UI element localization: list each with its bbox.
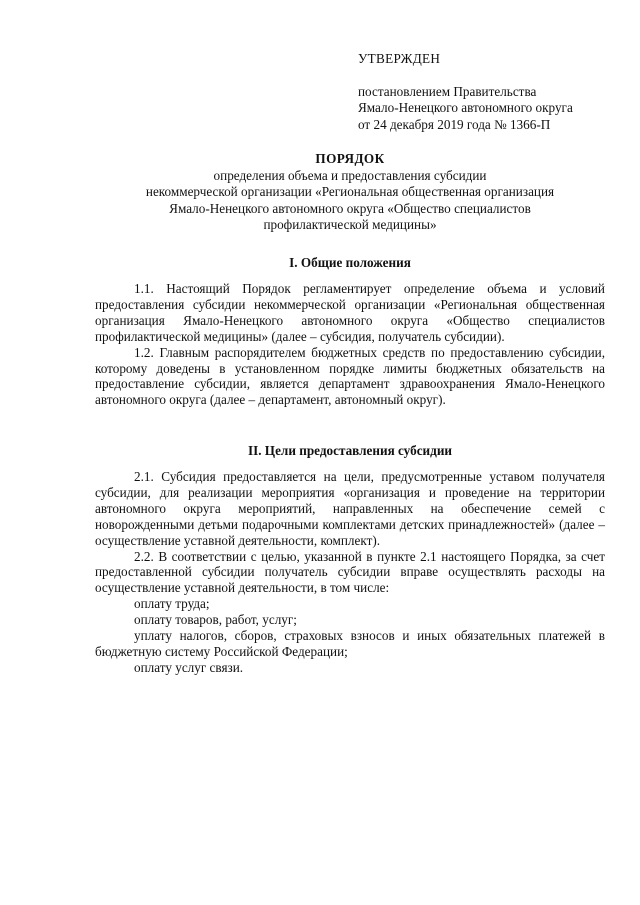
section-heading-goals: II. Цели предоставления субсидии [247, 443, 453, 458]
list-item: оплату труда; [134, 596, 210, 612]
list-item: оплату услуг связи. [134, 659, 244, 675]
approval-line: от 24 декабря 2019 года № 1366-П [358, 116, 551, 132]
document-subtitle-line: определения объема и предоставления субсидии [213, 167, 487, 183]
list-item: уплату налогов, сборов, страховых взносов и иных обязательных платежей в бюджетную систему Российской Федерации; [95, 628, 605, 659]
document-title: ПОРЯДОК [315, 151, 385, 166]
paragraph: 1.2. Главным распорядителем бюджетных средств по предоставлению субсидии, которому доведены в установленном порядке лимиты бюджетных обязательств на предоставление субсидии, является департамент здравоохранения Ямало-Ненецкого автономного округа (далее – департамент, автономный округ). [95, 344, 605, 408]
list-item: оплату товаров, работ, услуг; [134, 612, 297, 628]
document-subtitle-line: некоммерческой организации «Региональная общественная организация [145, 184, 555, 199]
paragraph: 2.2. В соответствии с целью, указанной в пункте 2.1 настоящего Порядка, за счет предоставленной субсидии получатель субсидии вправе осуществлять расходы на осуществление уставной деятельности, в том числе: [95, 548, 605, 596]
paragraph: 1.1. Настоящий Порядок регламентирует определение объема и условий предоставления субсидии некоммерческой организации «Региональная общественная организация Ямало-Ненецкого автономного округа «Общество специалистов профилактической медицины» (далее – субсидия, получатель субсидии). [95, 281, 605, 344]
section-body-goals [95, 469, 605, 676]
approval-stamp: УТВЕРЖДЕН [358, 51, 441, 66]
approval-line: Ямало-Ненецкого автономного округа [358, 100, 573, 115]
document-title-block [95, 151, 605, 234]
section-body-general [95, 281, 605, 408]
approval-block [358, 51, 618, 133]
paragraph: 2.1. Субсидия предоставляется на цели, предусмотренные уставом получателя субсидии, для реализации мероприятия «организация и проведение на территории автономного округа мероприятий, направленных на обеспечение семей с новорожденными детьми подарочными комплектами детских принадлежностей» (далее – осуществление уставной деятельности, комплект). [95, 469, 605, 548]
approval-line: постановлением Правительства [358, 83, 537, 99]
document-subtitle-line: Ямало-Ненецкого автономного округа «Общество специалистов [169, 200, 531, 216]
document-subtitle-line: профилактической медицины» [263, 217, 437, 232]
section-heading-general: I. Общие положения [289, 255, 411, 270]
